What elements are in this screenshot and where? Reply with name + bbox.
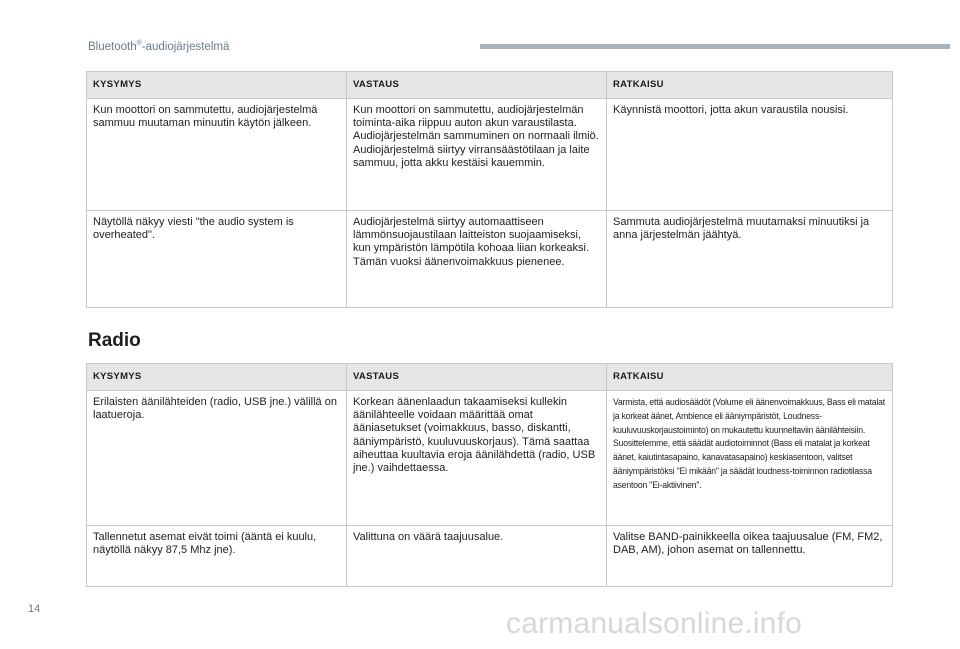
troubleshooting-table-radio xyxy=(86,363,893,587)
header-rule xyxy=(480,44,950,49)
column-header-answer: VASTAUS xyxy=(347,72,607,99)
question-cell: Tallennetut asemat eivät toimi (ääntä ei kuulu, näytöllä näkyy 87,5 Mhz jne). xyxy=(87,526,347,587)
header-title-main: Bluetooth xyxy=(88,40,137,53)
troubleshooting-table-audio xyxy=(86,71,893,308)
answer-cell: Valittuna on väärä taajuusalue. xyxy=(347,526,607,587)
question-cell: Näytöllä näkyy viesti "the audio system is overheated". xyxy=(87,211,347,308)
column-header-solution: RATKAISU xyxy=(607,72,893,99)
page-number: 14 xyxy=(28,603,41,615)
watermark-text: carmanualsonline.info xyxy=(506,607,803,640)
column-header-question: KYSYMYS xyxy=(87,364,347,391)
solution-text-condensed: Varmista, että audiosäädöt (Volume eli äänenvoimakkuus, Bass eli matalat ja korkeat äänet, Ambience eli ääniympäristöt, Loudness-kuuluvuuskorjaustoiminto) on mukautettu kuunneltaviin äänilähteisiin. Suosittelemme, että säädät audiotoiminnot (Bass eli matalat ja korkeat äänet, kaiutintasapaino, kanavatasapaino) keskiasentoon, valitset ääniympäristöksi "Ei mikään" ja säädät loudness-toiminnon radiotilassa asentoon "Ei-aktiivinen". xyxy=(613,397,885,491)
column-header-question: KYSYMYS xyxy=(87,72,347,99)
table-row xyxy=(87,526,893,587)
section-title-radio: Radio xyxy=(88,330,141,351)
solution-cell: Sammuta audiojärjestelmä muutamaksi minuutiksi ja anna järjestelmän jäähtyä. xyxy=(607,211,893,308)
table-header-row xyxy=(87,72,893,99)
answer-cell: Kun moottori on sammutettu, audiojärjestelmän toiminta-aika riippuu auton akun varaustilasta. Audiojärjestelmän sammuminen on normaali ilmiö. Audiojärjestelmä siirtyy virransäästötilaan ja laite sammuu, jotta akku kestäisi kauemmin. xyxy=(347,99,607,211)
running-header xyxy=(88,40,229,53)
registered-mark: ® xyxy=(136,40,142,47)
question-cell: Kun moottori on sammutettu, audiojärjestelmä sammuu muutaman minuutin käytön jälkeen. xyxy=(87,99,347,211)
column-header-answer: VASTAUS xyxy=(347,364,607,391)
solution-cell: Valitse BAND-painikkeella oikea taajuusalue (FM, FM2, DAB, AM), johon asemat on tallennettu. xyxy=(607,526,893,587)
answer-cell: Audiojärjestelmä siirtyy automaattiseen lämmönsuojaustilaan laitteiston suojaamiseksi, kun ympäristön lämpötila kohoaa liian korkeaksi. Tämän vuoksi äänenvoimakkuus pienenee. xyxy=(347,211,607,308)
header-title-rest: -audiojärjestelmä xyxy=(141,40,230,53)
solution-cell: Käynnistä moottori, jotta akun varaustila nousisi. xyxy=(607,99,893,211)
column-header-solution: RATKAISU xyxy=(607,364,893,391)
table-row xyxy=(87,99,893,211)
table-row xyxy=(87,211,893,308)
table-header-row xyxy=(87,364,893,391)
question-cell: Erilaisten äänilähteiden (radio, USB jne.) välillä on laatueroja. xyxy=(87,391,347,526)
solution-cell xyxy=(607,391,893,526)
answer-cell: Korkean äänenlaadun takaamiseksi kullekin äänilähteelle voidaan määrittää omat ääniasetukset (voimakkuus, basso, diskantti, ääniympäristö, kuuluvuuskorjaus). Tämä saattaa aiheuttaa kuultavia eroja äänilähdettä (radio, USB jne.) vaihdettaessa. xyxy=(347,391,607,526)
table-row xyxy=(87,391,893,526)
